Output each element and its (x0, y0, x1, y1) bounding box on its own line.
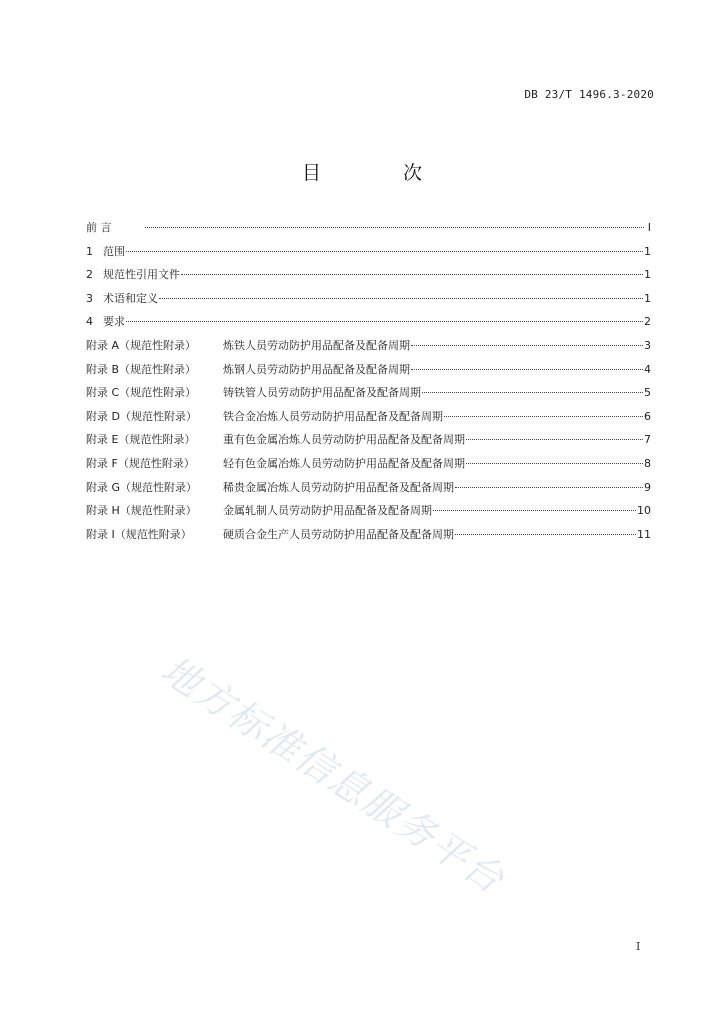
toc-leader-dots (444, 415, 643, 417)
toc-entry[interactable] (86, 499, 651, 523)
toc-entry-label: 铁合金冶炼人员劳动防护用品配备及配备周期 (223, 409, 443, 423)
table-of-contents (86, 216, 651, 546)
toc-entry-page: 1 (644, 244, 651, 258)
toc-leader-dots (433, 509, 636, 511)
toc-entry-number: 附录 F（规范性附录） (86, 456, 195, 470)
page-number: I (636, 940, 641, 953)
toc-entry[interactable] (86, 523, 651, 547)
toc-leader-dots (159, 297, 643, 299)
document-code: DB 23/T 1496.3-2020 (524, 88, 654, 101)
toc-leader-dots (466, 462, 643, 464)
toc-entry[interactable] (86, 287, 651, 311)
toc-entry[interactable] (86, 405, 651, 429)
toc-entry-number: 附录 E（规范性附录） (86, 433, 196, 447)
toc-entry[interactable] (86, 452, 651, 476)
toc-entry[interactable] (86, 428, 651, 452)
toc-entry-number: 1 (86, 244, 93, 258)
toc-entry-number: 前 言 (86, 221, 112, 234)
toc-entry-label: 金属轧制人员劳动防护用品配备及配备周期 (223, 504, 432, 518)
toc-entry-label: 术语和定义 (103, 291, 158, 305)
toc-entry-page: 6 (644, 409, 651, 423)
toc-leader-dots (126, 250, 643, 252)
toc-entry[interactable] (86, 216, 651, 240)
toc-entry[interactable] (86, 358, 651, 382)
toc-leader-dots (411, 344, 643, 346)
toc-entry[interactable] (86, 263, 651, 287)
toc-entry-label: 范围 (103, 244, 125, 258)
toc-leader-dots (126, 320, 643, 322)
page-title: 目 次 (301, 162, 461, 184)
toc-entry[interactable] (86, 334, 651, 358)
toc-entry-label: 要求 (103, 315, 125, 329)
toc-entry-page: 4 (644, 362, 651, 376)
toc-entry-page: 10 (637, 504, 651, 518)
toc-entry-number: 附录 H（规范性附录） (86, 504, 197, 518)
toc-entry-page: 2 (644, 315, 651, 329)
toc-entry[interactable] (86, 381, 651, 405)
toc-leader-dots (411, 368, 643, 370)
watermark: 地方标准信息服务平台 (153, 647, 513, 903)
toc-leader-dots (181, 273, 643, 275)
toc-entry-page: 3 (644, 338, 651, 352)
toc-entry-page: 1 (644, 268, 651, 282)
toc-entry-page: 1 (644, 291, 651, 305)
toc-entry-page: 8 (644, 456, 651, 470)
toc-entry-number: 附录 C（规范性附录） (86, 386, 197, 400)
toc-leader-dots (455, 486, 643, 488)
toc-entry-label: 炼铁人员劳动防护用品配备及配备周期 (223, 338, 410, 352)
toc-entry[interactable] (86, 476, 651, 500)
toc-entry-label: 稀贵金属冶炼人员劳动防护用品配备及配备周期 (223, 480, 454, 494)
toc-entry-page: I (647, 221, 651, 234)
toc-entry-label: 重有色金属冶炼人员劳动防护用品配备及配备周期 (223, 433, 465, 447)
toc-entry-page: 5 (644, 386, 651, 400)
toc-leader-dots (466, 438, 643, 440)
toc-entry-number: 附录 A（规范性附录） (86, 338, 197, 352)
toc-entry-number: 附录 B（规范性附录） (86, 362, 197, 376)
toc-entry-number: 附录 D（规范性附录） (86, 409, 197, 423)
toc-leader-dots (145, 226, 644, 228)
toc-entry-number: 4 (86, 315, 93, 329)
toc-entry-label: 规范性引用文件 (103, 268, 180, 282)
toc-entry-number: 3 (86, 291, 93, 305)
toc-entry-number: 2 (86, 268, 93, 282)
toc-entry-number: 附录 I（规范性附录） (86, 527, 192, 541)
toc-entry-label: 炼钢人员劳动防护用品配备及配备周期 (223, 362, 410, 376)
toc-leader-dots (455, 533, 636, 535)
toc-entry-page: 9 (644, 480, 651, 494)
toc-leader-dots (422, 391, 643, 393)
toc-entry-page: 11 (637, 527, 651, 541)
toc-entry-page: 7 (644, 433, 651, 447)
toc-entry-label: 铸铁管人员劳动防护用品配备及配备周期 (223, 386, 421, 400)
toc-entry-label: 轻有色金属冶炼人员劳动防护用品配备及配备周期 (223, 456, 465, 470)
toc-entry[interactable] (86, 310, 651, 334)
toc-entry-number: 附录 G（规范性附录） (86, 480, 198, 494)
toc-entry[interactable] (86, 240, 651, 264)
toc-entry-label: 硬质合金生产人员劳动防护用品配备及配备周期 (223, 527, 454, 541)
